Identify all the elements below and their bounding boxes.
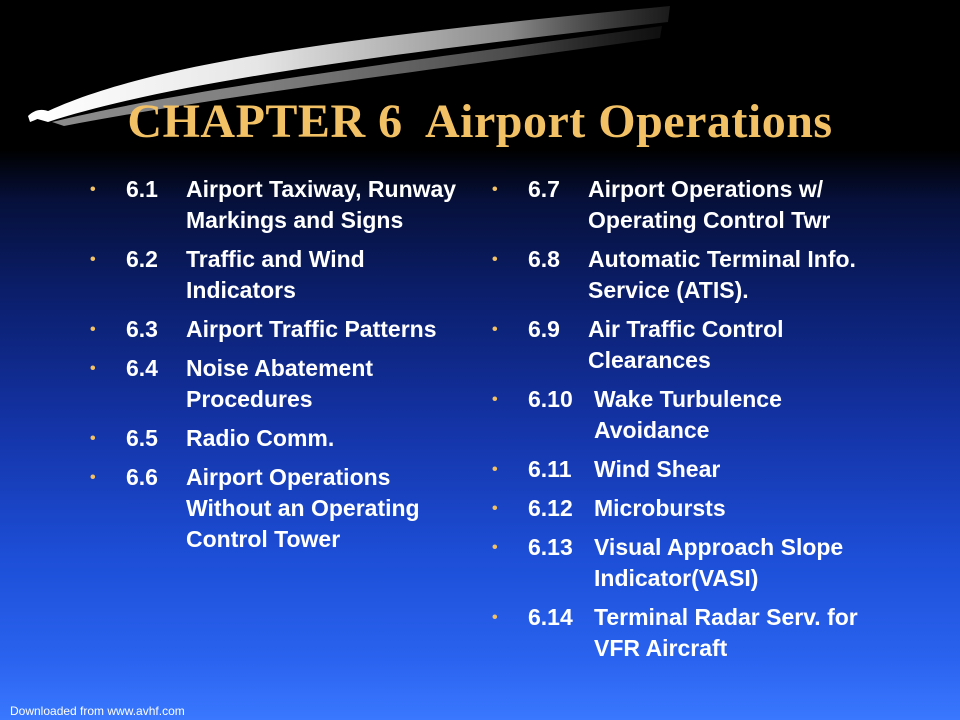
topic-number: 6.4 (126, 355, 158, 381)
source-footer: Downloaded from www.avhf.com (10, 704, 185, 718)
topic-item (90, 244, 480, 306)
topic-number: 6.7 (528, 176, 560, 202)
topic-number: 6.8 (528, 246, 560, 272)
topic-item (492, 244, 892, 306)
topic-item (492, 384, 892, 446)
topic-item (492, 493, 892, 524)
topic-number: 6.3 (126, 316, 158, 342)
bullet-icon: • (492, 181, 498, 198)
topic-item (492, 532, 892, 594)
bullet-icon: • (492, 500, 498, 517)
topic-text: Visual Approach Slope Indicator(VASI) (594, 534, 844, 591)
topic-text: Terminal Radar Serv. for VFR Aircraft (594, 604, 858, 661)
topic-item (492, 454, 892, 485)
topic-item (90, 353, 480, 415)
right-topic-list (492, 174, 892, 672)
topic-item (492, 174, 892, 236)
bullet-icon: • (90, 321, 96, 338)
bullet-icon: • (492, 539, 498, 556)
topic-number: 6.12 (528, 495, 573, 521)
topic-text: Microbursts (594, 495, 726, 521)
topic-text: Wake Turbulence Avoidance (594, 386, 782, 443)
topic-text: Airport Traffic Patterns (186, 316, 437, 342)
topic-text: Traffic and Wind Indicators (186, 246, 365, 303)
topic-item (492, 602, 892, 664)
topic-number: 6.10 (528, 386, 573, 412)
topic-item (90, 423, 480, 454)
left-topic-list (90, 174, 480, 563)
topic-number: 6.13 (528, 534, 573, 560)
topic-number: 6.9 (528, 316, 560, 342)
topic-item (90, 174, 480, 236)
topic-number: 6.5 (126, 425, 158, 451)
bullet-icon: • (492, 461, 498, 478)
topic-number: 6.14 (528, 604, 573, 630)
topic-text: Radio Comm. (186, 425, 335, 451)
topic-text: Wind Shear (594, 456, 721, 482)
topic-text: Air Traffic Control Clearances (588, 316, 784, 373)
topic-item (90, 462, 480, 555)
topic-item (90, 314, 480, 345)
topic-number: 6.6 (126, 464, 158, 490)
bullet-icon: • (90, 251, 96, 268)
topic-item (492, 314, 892, 376)
bullet-icon: • (492, 251, 498, 268)
bullet-icon: • (492, 391, 498, 408)
topic-number: 6.11 (528, 456, 572, 482)
bullet-icon: • (90, 430, 96, 447)
topic-number: 6.2 (126, 246, 158, 272)
topic-text: Airport Operations Without an Operating Control Tower (186, 464, 420, 552)
topic-number: 6.1 (126, 176, 158, 202)
slide-title: CHAPTER 6 Airport Operations (127, 95, 833, 148)
bullet-icon: • (90, 360, 96, 377)
topic-text: Noise Abatement Procedures (186, 355, 374, 412)
bullet-icon: • (90, 181, 96, 198)
bullet-icon: • (492, 609, 498, 626)
bullet-icon: • (492, 321, 498, 338)
topic-text: Airport Taxiway, Runway Markings and Signs (186, 176, 457, 233)
topic-text: Airport Operations w/ Operating Control Twr (588, 176, 831, 233)
bullet-icon: • (90, 469, 96, 486)
topic-text: Automatic Terminal Info. Service (ATIS). (588, 246, 856, 303)
